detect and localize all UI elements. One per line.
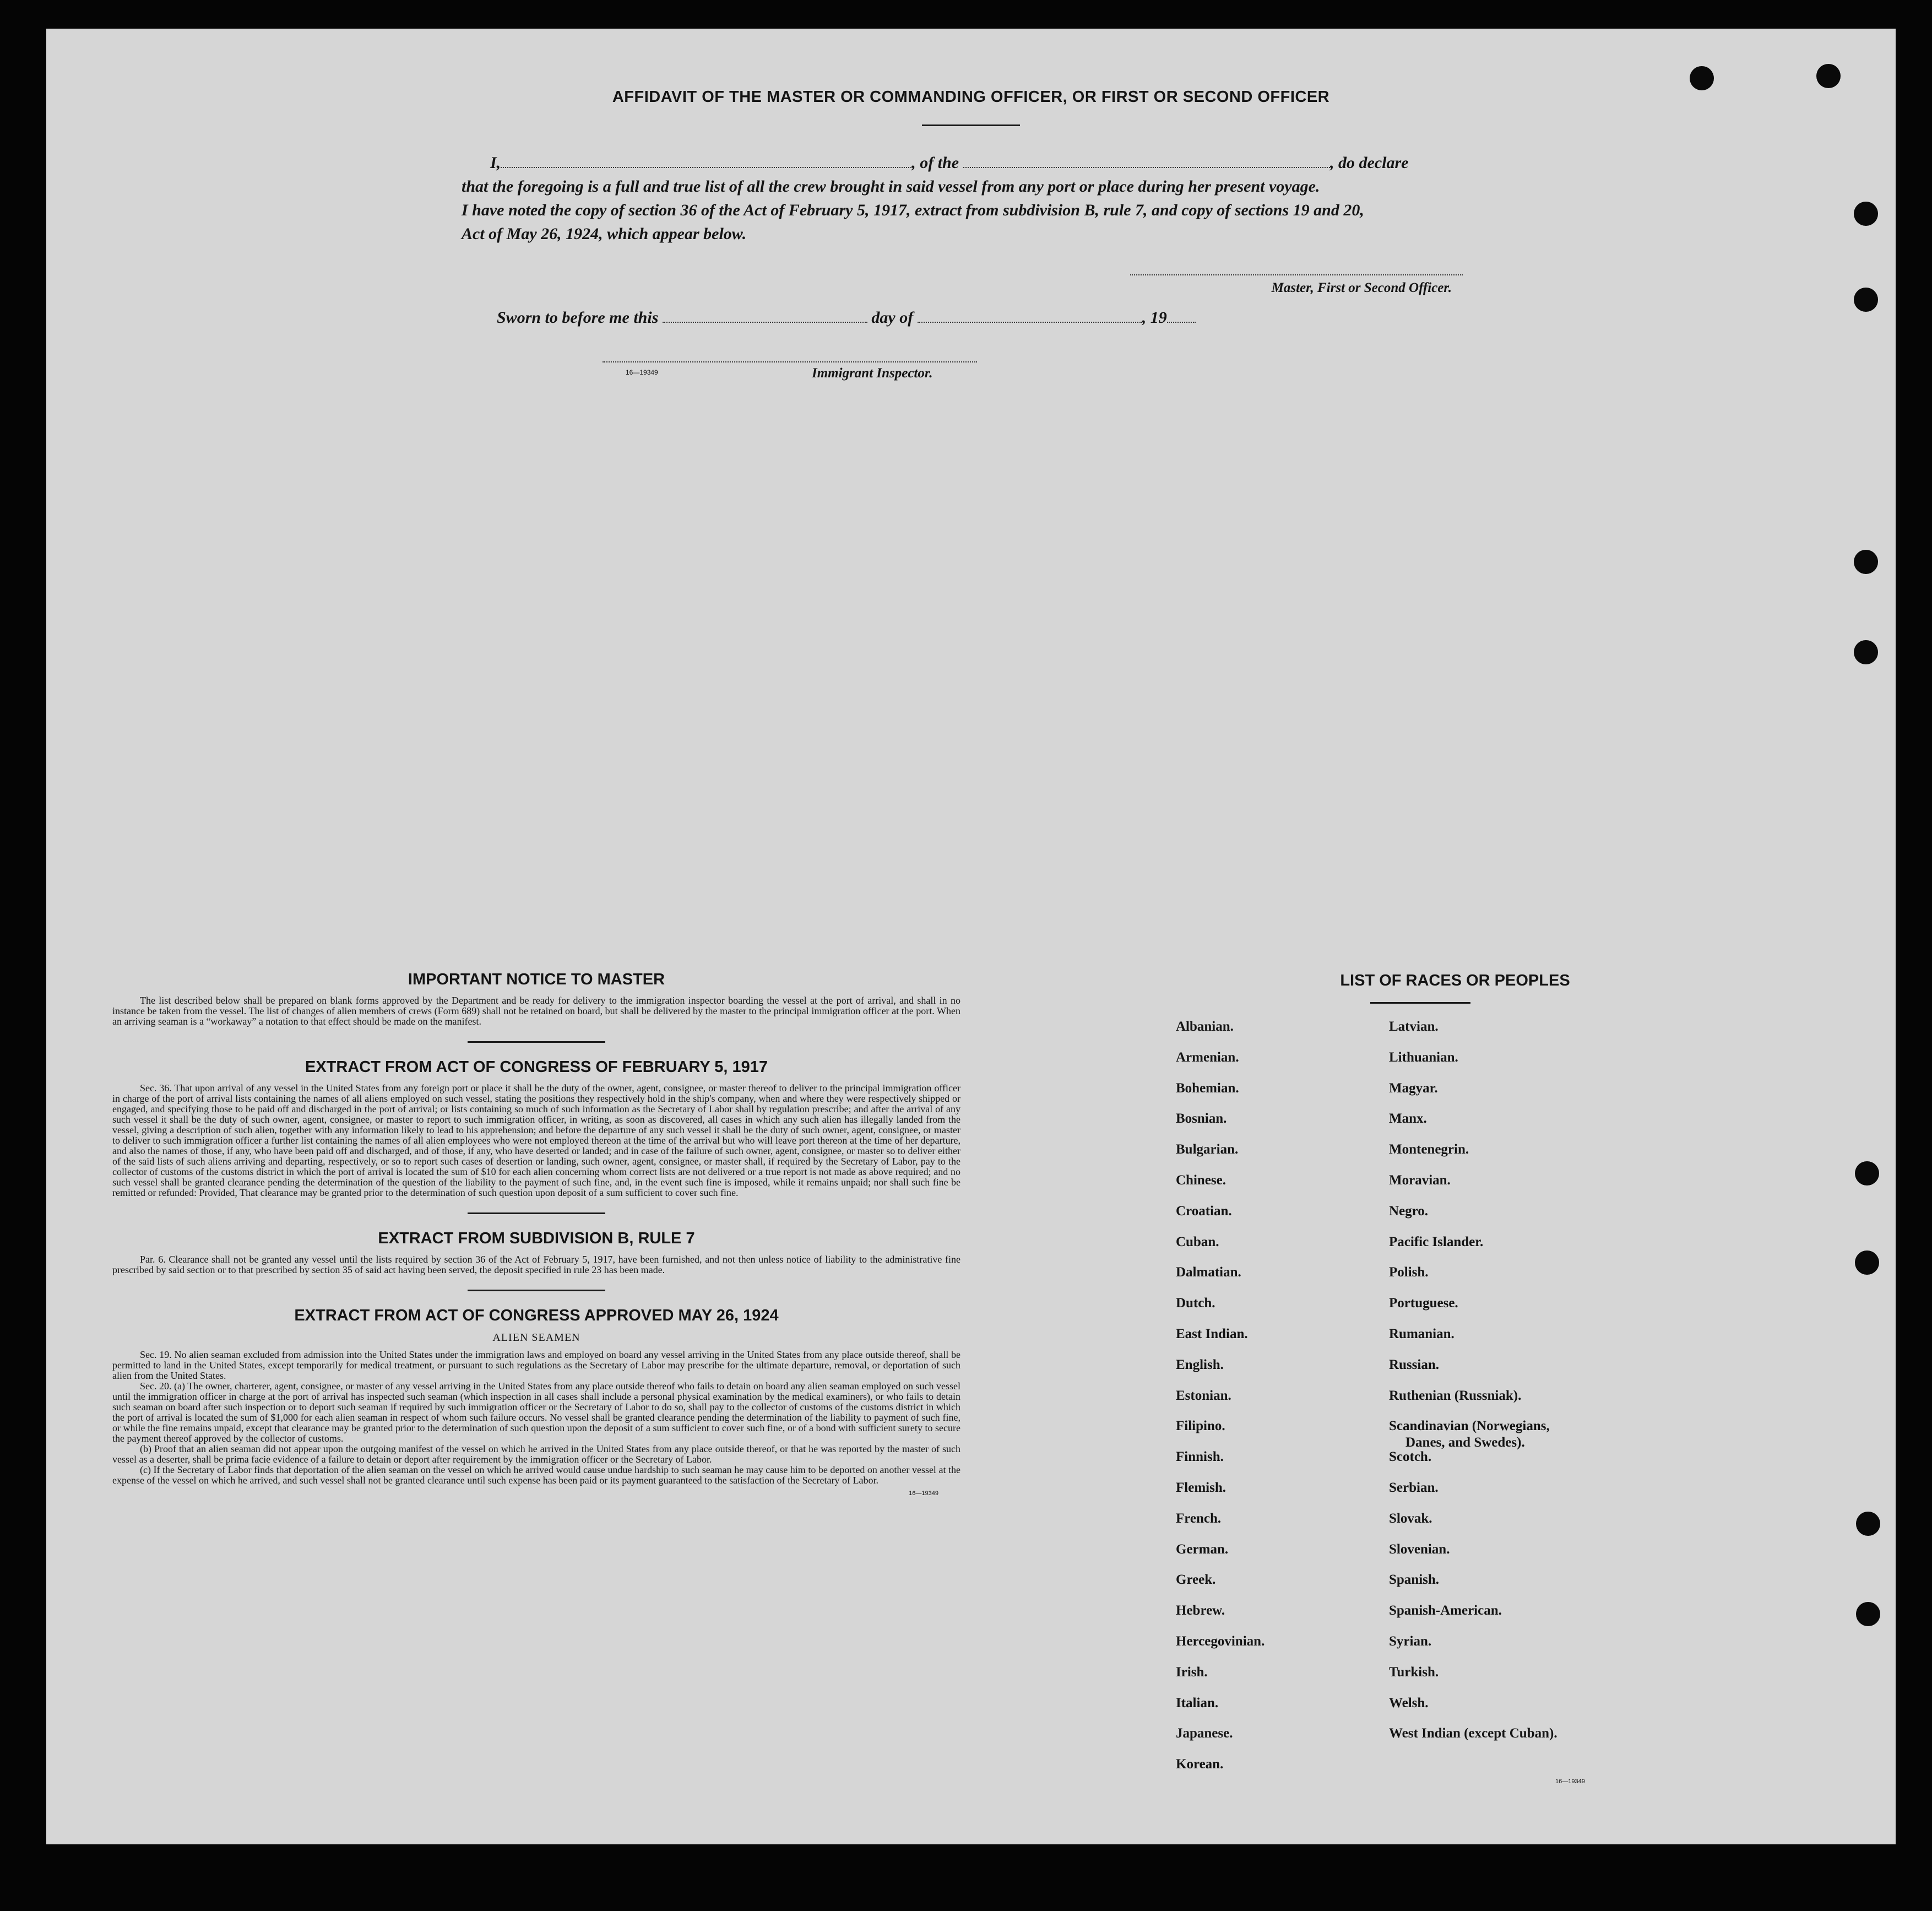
race-item: Hercegovinian. (1176, 1634, 1265, 1649)
sworn-month-blank[interactable] (918, 320, 1142, 323)
section-20a-text: Sec. 20. (a) The owner, charterer, agent, consignee, or master of any vessel arriving in the United States from any place outside thereof who fails to detain on board any alien seaman employed on such vessel until the immigration officer in charge at the port of arrival has inspected such seaman (which inspection in all cases shall include a personal physical examination by the medical examiners), or who fails to detain such seaman on board after such inspection or to deport such seaman if required by such immigration officer or the Secretary of Labor to do so, shall pay to the collector of customs of the customs district in which the port of arrival is located the sum of $1,000 for each alien seaman in respect of whom such failure occurs. No vessel shall be granted clearance pending the determination of the liability to payment of such fine, or while the fine remains unpaid, except that clearance may be granted prior to the determination of such question upon the deposit of a sum sufficient to cover such fine, or of a bond with sufficient surety to secure the payment thereof approved by the collector of customs. (112, 1381, 960, 1444)
extract-1917-title: EXTRACT FROM ACT OF CONGRESS OF FEBRUARY 5, 1917 (305, 1058, 768, 1076)
race-item: Albanian. (1176, 1019, 1234, 1034)
punch-hole (1856, 1602, 1880, 1626)
of-the-text: , of the (911, 154, 959, 172)
sworn-line (497, 308, 1196, 327)
section-divider (468, 1041, 605, 1043)
race-item: Scotch. (1389, 1449, 1432, 1464)
race-item: Irish. (1176, 1665, 1208, 1680)
section-20b-text: (b) Proof that an alien seaman did not appear upon the outgoing manifest of the vessel on which he arrived in the United States from any place outside thereof, or that he was reported by the master of such vessel as a deserter, shall be prima facie evidence of a failure to detain or deport after requirement by the immigration officer or the Secretary of Labor. (112, 1443, 960, 1465)
race-item: Dutch. (1176, 1296, 1215, 1311)
section-20c-text: (c) If the Secretary of Labor finds that deportation of the alien seaman on the vessel on which he arrived would cause undue hardship to such seaman he may cause him to be deported on another vessel at the expense of the vessel on which he arrived, and such vessel shall not be granted clearance until such expense has been paid or its payment guaranteed to the satisfaction of the Secretary of Labor. (112, 1464, 960, 1486)
race-item: Chinese. (1176, 1173, 1226, 1188)
race-item: Negro. (1389, 1204, 1429, 1219)
form-code: 16—19349 (1555, 1778, 1585, 1785)
race-item: Magyar. (1389, 1081, 1438, 1096)
form-code: 16—19349 (626, 369, 658, 376)
race-item: Montenegrin. (1389, 1142, 1469, 1157)
notice-column (112, 971, 960, 1497)
section-19-text: Sec. 19. No alien seaman excluded from admission into the United States under the immigration laws and employed on board any vessel arriving in the United States from any place outside thereof, shall be permitted to land in the United States, except temporarily for medical treatment, or pursuant to such regulations as the Secretary of Labor may prescribe for the ultimate departure, removal, or deportation of such alien from the United States. (112, 1349, 960, 1381)
punch-hole (1690, 66, 1714, 90)
affidavit-line-3: I have noted the copy of section 36 of the Act of February 5, 1917, extract from subdivision B, rule 7, and copy of sections 19 and 20, (462, 201, 1364, 219)
race-item: Latvian. (1389, 1019, 1439, 1034)
race-item: Syrian. (1389, 1634, 1432, 1649)
race-item: Pacific Islander. (1389, 1235, 1484, 1249)
race-item: German. (1176, 1542, 1229, 1557)
race-item: Ruthenian (Russniak). (1389, 1388, 1522, 1403)
punch-hole (1854, 202, 1878, 226)
inspector-signature-line[interactable] (603, 361, 977, 362)
punch-hole (1854, 640, 1878, 664)
race-item: Scandinavian (Norwegians, (1389, 1419, 1550, 1433)
race-item: Hebrew. (1176, 1603, 1225, 1618)
race-item: Slovak. (1389, 1511, 1432, 1526)
race-item: Bohemian. (1176, 1081, 1239, 1096)
name-blank[interactable] (501, 165, 911, 168)
document-page (46, 29, 1896, 1844)
section-divider (468, 1290, 605, 1291)
race-item: Portuguese. (1389, 1296, 1458, 1311)
race-item: Filipino. (1176, 1419, 1225, 1433)
race-item: Manx. (1389, 1111, 1427, 1126)
race-item: Finnish. (1176, 1449, 1224, 1464)
sworn-text: Sworn to before me this (497, 308, 659, 327)
rule-7-title: EXTRACT FROM SUBDIVISION B, RULE 7 (378, 1230, 695, 1247)
race-item: French. (1176, 1511, 1222, 1526)
race-item: Japanese. (1176, 1726, 1233, 1741)
race-item: Turkish. (1389, 1665, 1439, 1680)
race-item: Polish. (1389, 1265, 1429, 1280)
extract-1917-text: Sec. 36. That upon arrival of any vessel in the United States from any foreign port or place it shall be the duty of the owner, agent, consignee, or master thereof to deliver to the principal immigration officer in charge of the port of arrival lists containing the names of all aliens employed on such vessel, stating the positions they respectively hold in the ship's company, when and where they were respectively shipped or engaged, and specifying those to be paid off and discharged in the port of arrival; or lists containing so much of such information as the Secretary of Labor shall by regulation prescribe; and after the arrival of any such vessel it shall be the duty of such owner, agent, consignee, or master to report to such immigration officer, in writing, as soon as discovered, all cases in which any such alien has illegally landed from the vessel, giving a description of such alien, together with any information likely to lead to his apprehension; and before the departure of any such vessel it shall be the duty of such owner, agent, consignee, or master to deliver to such immigration officer a further list containing the names of all alien employees who were not employed thereon at the time of the arrival but who will leave port thereon at the time of her departure, and also the names of those, if any, who have been paid off and discharged, and of those, if any, who have deserted or landed; and in case of the failure of such owner, agent, consignee, or master so to deliver either of the said lists of such aliens arriving and departing, respectively, or so to report such cases of desertion or landing, such owner, agent, consignee, or master shall, if required by the Secretary of Labor, pay to the collector of customs of the customs district in which the port of arrival is located the sum of $10 for each alien concerning whom correct lists are not delivered or a true report is not made as above required; and no such vessel shall be granted clearance pending the determination of the question of the liability to the payment of such fine, and, in the event such fine is imposed, while it remains unpaid; nor shall such fine be remitted or refunded: Provided, That clearance may be granted prior to the determination of such question upon deposit of a sum sufficient to cover such fine. (112, 1082, 960, 1198)
race-item: Dalmatian. (1176, 1265, 1241, 1280)
punch-hole (1854, 550, 1878, 574)
race-item: Italian. (1176, 1696, 1219, 1710)
race-item: Greek. (1176, 1572, 1216, 1587)
title-divider (1370, 1002, 1470, 1004)
race-item: Serbian. (1389, 1480, 1439, 1495)
vessel-blank[interactable] (963, 165, 1330, 168)
alien-seamen-subtitle: ALIEN SEAMEN (492, 1331, 580, 1344)
race-item: Flemish. (1176, 1480, 1226, 1495)
races-title: LIST OF RACES OR PEOPLES (1340, 972, 1570, 989)
affidavit-i: I, (490, 154, 501, 172)
race-item: East Indian. (1176, 1327, 1248, 1341)
rule-7-text: Par. 6. Clearance shall not be granted any vessel until the lists required by section 36 of the Act of February 5, 1917, have been furnished, and not then unless notice of liability to the administrative fine prescribed by said section or to that prescribed by section 35 of said act having been served, the deposit specified in rule 23 has been made. (112, 1254, 960, 1275)
race-item: English. (1176, 1357, 1224, 1372)
signature-line[interactable] (1130, 274, 1463, 275)
notice-title: IMPORTANT NOTICE TO MASTER (408, 971, 665, 988)
race-item: Russian. (1389, 1357, 1440, 1372)
race-item: West Indian (except Cuban). (1389, 1726, 1557, 1741)
race-item: Lithuanian. (1389, 1050, 1458, 1065)
do-declare-text: , do declare (1330, 154, 1409, 172)
race-item: Bosnian. (1176, 1111, 1227, 1126)
affidavit-body (462, 151, 1563, 246)
form-code: 16—19349 (909, 1490, 938, 1497)
punch-hole (1855, 1250, 1879, 1275)
affidavit-line-1 (462, 151, 1563, 175)
punch-hole (1855, 1161, 1879, 1185)
race-item: Cuban. (1176, 1235, 1219, 1249)
affidavit-line-4: Act of May 26, 1924, which appear below. (462, 225, 747, 243)
affidavit-title: AFFIDAVIT OF THE MASTER OR COMMANDING OFFICER, OR FIRST OR SECOND OFFICER (612, 88, 1330, 106)
year-prefix: , 19 (1142, 308, 1167, 327)
punch-hole (1854, 288, 1878, 312)
race-item: Moravian. (1389, 1173, 1451, 1188)
race-item: Slovenian. (1389, 1542, 1450, 1557)
race-item: Spanish. (1389, 1572, 1440, 1587)
punch-hole (1856, 1512, 1880, 1536)
race-item: Welsh. (1389, 1696, 1429, 1710)
extract-1924-title: EXTRACT FROM ACT OF CONGRESS APPROVED MAY 26, 1924 (294, 1307, 779, 1324)
year-blank[interactable] (1167, 320, 1196, 323)
section-divider (468, 1212, 605, 1214)
title-divider (922, 124, 1020, 126)
inspector-caption: Immigrant Inspector. (812, 366, 933, 381)
race-item: Bulgarian. (1176, 1142, 1239, 1157)
race-item: Spanish-American. (1389, 1603, 1502, 1618)
race-item: Croatian. (1176, 1204, 1232, 1219)
race-item: Danes, and Swedes). (1405, 1435, 1525, 1450)
race-item: Armenian. (1176, 1050, 1239, 1065)
sworn-day-blank[interactable] (663, 320, 867, 323)
affidavit-line-2: that the foregoing is a full and true list of all the crew brought in said vessel from any port or place during her present voyage. (462, 177, 1320, 196)
day-of-text: day of (871, 308, 914, 327)
signature-caption: Master, First or Second Officer. (1271, 280, 1452, 295)
notice-text: The list described below shall be prepared on blank forms approved by the Department and be ready for delivery to the immigration inspector boarding the vessel at the port of arrival, and shall in no instance be taken from the vessel. The list of changes of alien members of crews (Form 689) shall not be retained on board, but shall be delivered by the master to the principal immigration officer at the port. When an arriving seaman is a “workaway” a notation to that effect should be made on the manifest. (112, 995, 960, 1027)
race-item: Korean. (1176, 1757, 1224, 1772)
punch-hole (1816, 64, 1841, 88)
race-item: Estonian. (1176, 1388, 1231, 1403)
race-item: Rumanian. (1389, 1327, 1455, 1341)
